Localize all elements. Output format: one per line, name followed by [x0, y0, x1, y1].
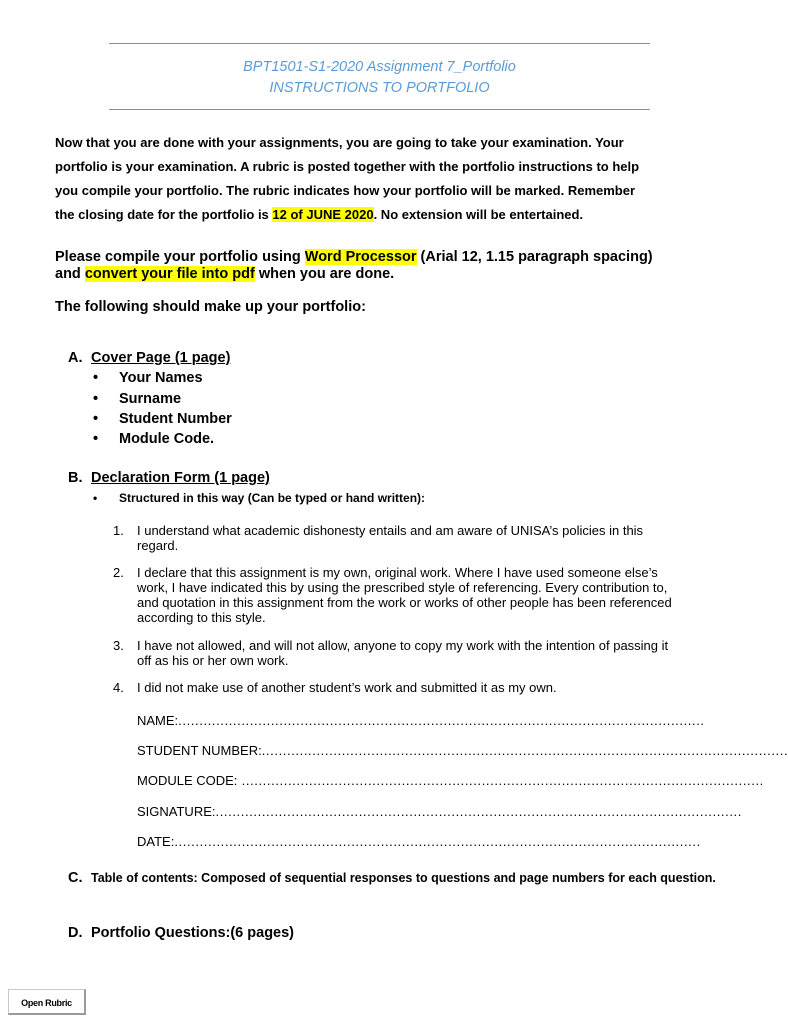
item-text: I did not make use of another student’s work and submitted it as my own. — [137, 680, 557, 695]
field-label: STUDENT NUMBER: — [137, 743, 262, 758]
list-item-text: Structured in this way (Can be typed or hand written): — [119, 491, 426, 505]
compile-text: (Arial 12, 1.15 paragraph spacing) — [416, 249, 653, 265]
list-item-text: Student Number — [119, 411, 232, 427]
item-number: 3. — [113, 638, 124, 653]
item-text: I have not allowed, and will not allow, anyone to copy my work with the intention of passing it off as his or her own work. — [137, 638, 669, 668]
compile-text: when you are done. — [254, 266, 395, 282]
list-item: • Structured in this way (Can be typed or hand written): — [93, 491, 426, 505]
section-a-heading — [68, 349, 230, 367]
list-item: • Module Code. — [93, 431, 215, 447]
following-heading: The following should make up your portfolio: — [55, 299, 366, 315]
section-title: Declaration Form (1 page) — [91, 470, 270, 486]
declaration-item — [113, 523, 673, 553]
intro-text: the closing date for the portfolio is — [55, 207, 273, 222]
item-number: 1. — [113, 523, 124, 538]
intro-line — [55, 203, 715, 227]
declaration-item — [113, 565, 673, 625]
header-bottom-rule — [109, 109, 650, 110]
intro-line: portfolio is your examination. A rubric is posted together with the portfolio instructions to help — [55, 159, 640, 174]
document-header-line1: BPT1501-S1-2020 Assignment 7_Portfolio — [243, 59, 516, 75]
section-label: C. — [68, 870, 83, 886]
field-label: MODULE CODE: — [137, 773, 238, 788]
section-title: Portfolio Questions:(6 pages) — [91, 925, 295, 941]
list-item: • Surname — [93, 391, 182, 407]
intro-paragraph — [55, 131, 715, 227]
item-text: I understand what academic dishonesty entails and am aware of UNISA’s policies in this regard. — [137, 523, 644, 553]
list-item-text: Your Names — [119, 370, 203, 386]
closing-date-highlight: 12 of JUNE 2020 — [272, 207, 374, 222]
list-item: • Student Number — [93, 411, 232, 427]
field-label: SIGNATURE: — [137, 804, 216, 819]
signature-field: SIGNATURE:............................................................................................................................. — [137, 804, 742, 819]
compile-line — [55, 266, 720, 283]
intro-line: Now that you are done with your assignments, you are going to take your examination. Your — [55, 135, 624, 150]
declaration-item — [113, 638, 673, 668]
field-label: DATE: — [137, 834, 175, 849]
field-label: NAME: — [137, 713, 179, 728]
compile-text: and — [55, 266, 85, 282]
open-rubric-button[interactable]: Open Rubric — [8, 989, 86, 1015]
word-processor-highlight: Word Processor — [304, 249, 417, 265]
intro-text: . No extension will be entertained. — [373, 207, 584, 222]
list-item: • Your Names — [93, 370, 203, 386]
convert-pdf-highlight: convert your file into pdf — [84, 266, 255, 282]
compile-instruction — [55, 249, 720, 283]
module-code-field: MODULE CODE: ............................................................................................................................ — [137, 773, 764, 788]
intro-line: you compile your portfolio. The rubric indicates how your portfolio will be marked. Remember — [55, 183, 636, 198]
date-field: DATE:............................................................................................................................. — [137, 834, 701, 849]
name-field: NAME:............................................................................................................................. — [137, 713, 705, 728]
section-label: D. — [68, 925, 83, 941]
section-label: A. — [68, 350, 83, 366]
document-header-line2: INSTRUCTIONS TO PORTFOLIO — [269, 80, 490, 96]
section-title: Cover Page (1 page) — [91, 350, 231, 366]
compile-text: Please compile your portfolio using — [55, 249, 305, 265]
declaration-item — [113, 680, 673, 695]
list-item-text: Surname — [119, 391, 182, 407]
list-item-text: Module Code. — [119, 431, 215, 447]
section-b-heading — [68, 469, 270, 487]
item-number: 4. — [113, 680, 124, 695]
student-number-field: STUDENT NUMBER:............................................................................................................................. — [137, 743, 788, 758]
header-top-rule — [109, 43, 650, 44]
item-text: I declare that this assignment is my own, original work. Where I have used someone else’s work, I have indicated this by using the prescribed style of referencing. Every contribution to, and quotation in this assignment from the work or works of other people has been referenced according to this style. — [137, 565, 672, 625]
item-number: 2. — [113, 565, 124, 580]
section-c-label — [68, 869, 91, 887]
section-label: B. — [68, 470, 83, 486]
compile-line — [55, 249, 720, 266]
section-c-text: Table of contents: Composed of sequential responses to questions and page numbers for each question. — [91, 871, 716, 885]
section-d-heading — [68, 924, 294, 942]
